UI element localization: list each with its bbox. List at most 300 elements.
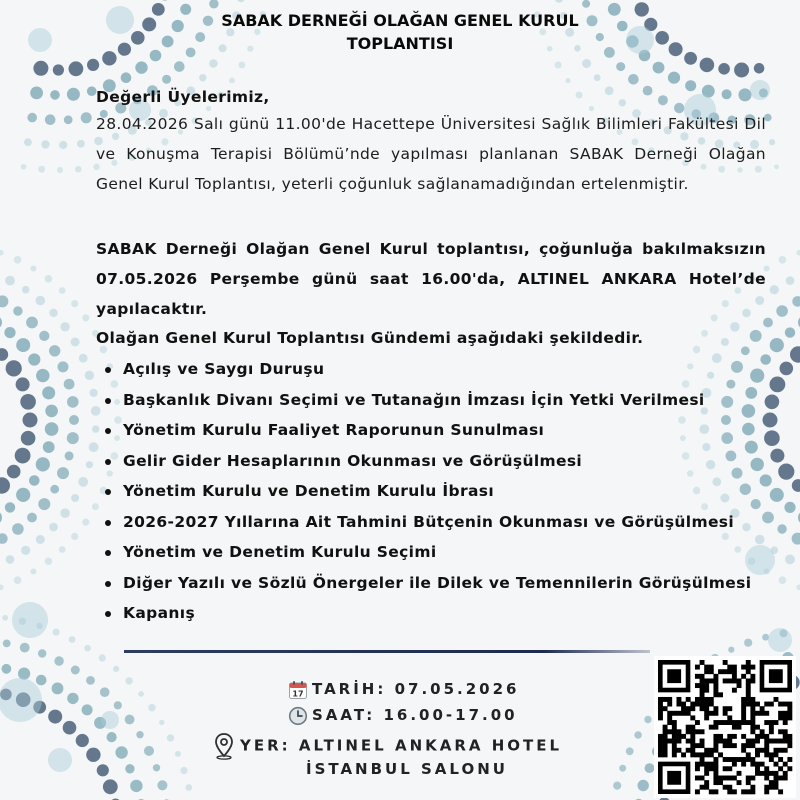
qr-module xyxy=(764,752,769,757)
qr-module xyxy=(760,762,765,767)
qr-module xyxy=(741,757,746,762)
qr-module xyxy=(672,711,677,716)
qr-module xyxy=(746,776,751,781)
qr-module xyxy=(700,729,705,734)
qr-module xyxy=(704,711,709,716)
qr-module xyxy=(727,665,732,670)
qr-module xyxy=(769,720,774,725)
qr-module xyxy=(695,702,700,707)
qr-module xyxy=(787,766,792,771)
qr-module xyxy=(769,669,783,683)
qr-module xyxy=(746,669,751,674)
qr-module xyxy=(783,771,788,776)
location-pin-icon xyxy=(212,732,236,760)
qr-module xyxy=(774,748,779,753)
qr-module xyxy=(750,785,755,790)
qr-module xyxy=(658,702,663,707)
qr-module xyxy=(713,776,718,781)
qr-module xyxy=(750,711,755,716)
qr-module xyxy=(737,678,742,683)
qr-module xyxy=(750,762,755,767)
qr-module xyxy=(713,692,718,697)
qr-module xyxy=(700,743,705,748)
qr-module xyxy=(658,752,663,757)
qr-module xyxy=(723,706,728,711)
qr-module xyxy=(709,789,714,794)
qr-module xyxy=(658,748,663,753)
qr-module xyxy=(704,762,709,767)
qr-module xyxy=(750,678,755,683)
qr-module xyxy=(663,697,668,702)
qr-module xyxy=(741,702,746,707)
qr-module xyxy=(741,674,746,679)
qr-module xyxy=(700,739,705,744)
qr-module xyxy=(769,785,774,790)
qr-module xyxy=(750,720,755,725)
qr-module xyxy=(695,762,700,767)
qr-module xyxy=(667,702,672,707)
qr-module xyxy=(741,734,746,739)
agenda-item: Yönetim Kurulu ve Denetim Kurulu İbrası xyxy=(100,476,751,507)
qr-module xyxy=(718,720,723,725)
qr-module xyxy=(732,743,737,748)
qr-module xyxy=(727,766,732,771)
qr-module xyxy=(718,780,723,785)
qr-module xyxy=(760,711,765,716)
qr-module xyxy=(658,739,663,744)
qr-module xyxy=(676,729,681,734)
qr-module xyxy=(755,771,760,776)
agenda-item: 2026-2027 Yıllarına Ait Tahmini Bütçenin Okunması ve Görüşülmesi xyxy=(100,507,751,538)
qr-module xyxy=(746,678,751,683)
qr-module xyxy=(727,720,732,725)
qr-module xyxy=(713,789,718,794)
qr-module xyxy=(732,734,737,739)
qr-module xyxy=(769,702,774,707)
agenda-list xyxy=(100,354,751,629)
page-title: SABAK DERNEĞİ OLAĞAN GENEL KURUL xyxy=(221,11,579,30)
qr-module xyxy=(690,702,695,707)
qr-module xyxy=(713,734,718,739)
qr-module xyxy=(667,739,672,744)
qr-module xyxy=(709,725,714,730)
qr-module xyxy=(764,702,769,707)
qr-module xyxy=(704,683,709,688)
qr-module xyxy=(764,766,769,771)
qr-module xyxy=(774,762,779,767)
calendar-day: 17 xyxy=(292,689,304,698)
qr-module xyxy=(787,706,792,711)
qr-module xyxy=(750,739,755,744)
qr-module xyxy=(695,729,700,734)
qr-module xyxy=(727,739,732,744)
qr-module xyxy=(769,771,774,776)
qr-module xyxy=(695,766,700,771)
qr-module xyxy=(723,739,728,744)
qr-module xyxy=(732,669,737,674)
qr-module xyxy=(709,752,714,757)
qr-module xyxy=(778,729,783,734)
qr-module xyxy=(732,674,737,679)
qr-module xyxy=(695,697,700,702)
qr-module xyxy=(713,739,718,744)
qr-module xyxy=(732,776,737,781)
qr-module xyxy=(778,776,783,781)
qr-module xyxy=(755,739,760,744)
qr-module xyxy=(769,757,774,762)
qr-module xyxy=(778,789,783,794)
qr-module xyxy=(787,734,792,739)
qr-module xyxy=(700,752,705,757)
qr-module xyxy=(764,739,769,744)
qr-module xyxy=(750,725,755,730)
qr-module xyxy=(755,762,760,767)
qr-module xyxy=(727,757,732,762)
qr-module xyxy=(732,665,737,670)
qr-module xyxy=(750,743,755,748)
qr-module xyxy=(732,789,737,794)
qr-module xyxy=(686,706,691,711)
qr-module xyxy=(737,780,742,785)
qr-module xyxy=(755,711,760,716)
qr-module xyxy=(676,748,681,753)
qr-module xyxy=(769,752,774,757)
qr-module xyxy=(667,729,672,734)
qr-module xyxy=(695,752,700,757)
qr-module xyxy=(778,739,783,744)
qr-module xyxy=(709,669,714,674)
qr-module xyxy=(663,748,668,753)
qr-module xyxy=(746,743,751,748)
qr-module xyxy=(723,678,728,683)
qr-module xyxy=(727,734,732,739)
time-row xyxy=(288,705,518,726)
qr-module xyxy=(718,776,723,781)
agenda-item: Diğer Yazılı ve Sözlü Önergeler ile Dilek ve Temennilerin Görüşülmesi xyxy=(100,568,751,599)
qr-module xyxy=(713,711,718,716)
qr-module xyxy=(769,729,774,734)
qr-module xyxy=(774,752,779,757)
qr-module xyxy=(663,725,668,730)
qr-module xyxy=(741,697,746,702)
greeting: Değerli Üyelerimiz, xyxy=(96,88,270,106)
qr-module xyxy=(681,734,686,739)
qr-module xyxy=(723,669,728,674)
qr-module xyxy=(667,720,672,725)
qr-module xyxy=(764,748,769,753)
qr-module xyxy=(741,720,746,725)
date-row xyxy=(288,679,519,700)
qr-module xyxy=(709,748,714,753)
qr-module xyxy=(741,711,746,716)
qr-module xyxy=(737,720,742,725)
qr-module xyxy=(690,743,695,748)
qr-module xyxy=(727,789,732,794)
qr-module xyxy=(723,757,728,762)
qr-module xyxy=(741,789,746,794)
qr-module xyxy=(700,683,705,688)
qr-module xyxy=(663,734,668,739)
qr-module xyxy=(690,748,695,753)
qr-module xyxy=(709,697,714,702)
qr-module xyxy=(718,692,723,697)
qr-module xyxy=(764,734,769,739)
qr-module xyxy=(690,725,695,730)
qr-module xyxy=(727,785,732,790)
qr-module xyxy=(658,743,663,748)
qr-module xyxy=(672,748,677,753)
qr-module xyxy=(704,748,709,753)
qr-module xyxy=(750,706,755,711)
qr-module xyxy=(690,734,695,739)
qr-module xyxy=(700,706,705,711)
qr-module xyxy=(704,669,709,674)
qr-module xyxy=(718,739,723,744)
qr-module xyxy=(695,743,700,748)
qr-module xyxy=(672,752,677,757)
qr-module xyxy=(667,669,681,683)
qr-module xyxy=(658,711,663,716)
clock-icon xyxy=(288,706,308,726)
qr-module xyxy=(713,757,718,762)
qr-module xyxy=(750,674,755,679)
qr-module xyxy=(750,702,755,707)
qr-module xyxy=(723,785,728,790)
qr-module xyxy=(709,665,714,670)
agenda-item: Gelir Gider Hesaplarının Okunması ve Görüşülmesi xyxy=(100,446,751,477)
qr-module xyxy=(741,743,746,748)
qr-module xyxy=(741,665,746,670)
qr-module xyxy=(778,702,783,707)
qr-module xyxy=(750,697,755,702)
qr-module xyxy=(676,702,681,707)
qr-module xyxy=(700,697,705,702)
qr-module xyxy=(718,669,723,674)
qr-module xyxy=(783,715,788,720)
qr-module xyxy=(755,748,760,753)
agenda-item: Yönetim Kurulu Faaliyet Raporunun Sunulması xyxy=(100,415,751,446)
qr-module xyxy=(746,683,751,688)
qr-module xyxy=(700,702,705,707)
qr-module xyxy=(672,725,677,730)
qr-module xyxy=(676,697,681,702)
qr-module xyxy=(727,715,732,720)
qr-module xyxy=(709,678,714,683)
qr-module xyxy=(746,702,751,707)
meeting-announcement: SABAK Derneği Olağan Genel Kurul toplantısı, çoğunluğa bakılmaksızın 07.05.2026 Perşembe günü saat 16.00'da, ALTINEL ANKARA Hotel’de yapılacaktır. xyxy=(96,240,766,318)
qr-module xyxy=(704,706,709,711)
qr-code[interactable] xyxy=(654,656,796,798)
qr-module xyxy=(672,739,677,744)
qr-module xyxy=(704,752,709,757)
agenda-item: Başkanlık Divanı Seçimi ve Tutanağın İmzası İçin Yetki Verilmesi xyxy=(100,385,751,416)
qr-module xyxy=(686,748,691,753)
qr-module xyxy=(764,785,769,790)
qr-module xyxy=(713,674,718,679)
qr-module xyxy=(690,729,695,734)
qr-module xyxy=(783,776,788,781)
qr-module xyxy=(750,789,755,794)
qr-module xyxy=(764,711,769,716)
qr-module xyxy=(713,748,718,753)
qr-module xyxy=(676,739,681,744)
qr-module xyxy=(755,766,760,771)
qr-module xyxy=(787,743,792,748)
qr-module xyxy=(764,789,769,794)
qr-module xyxy=(778,711,783,716)
qr-module xyxy=(672,729,677,734)
qr-module xyxy=(778,757,783,762)
qr-module xyxy=(713,688,718,693)
qr-module xyxy=(658,697,663,702)
qr-module xyxy=(672,743,677,748)
qr-module xyxy=(737,757,742,762)
qr-module xyxy=(774,720,779,725)
qr-module xyxy=(769,780,774,785)
place-row-2 xyxy=(306,759,508,779)
qr-module xyxy=(774,785,779,790)
qr-module xyxy=(667,711,672,716)
qr-module xyxy=(709,766,714,771)
qr-module xyxy=(750,757,755,762)
qr-module xyxy=(667,771,681,785)
qr-module xyxy=(700,762,705,767)
qr-module xyxy=(681,711,686,716)
qr-module xyxy=(755,725,760,730)
qr-module xyxy=(723,743,728,748)
qr-module xyxy=(723,711,728,716)
qr-module xyxy=(700,678,705,683)
qr-module xyxy=(700,660,705,665)
page-title-line2: TOPLANTISI xyxy=(346,34,454,53)
date-text: TARİH: 07.05.2026 xyxy=(312,680,520,698)
qr-module xyxy=(718,752,723,757)
qr-module xyxy=(713,725,718,730)
qr-module xyxy=(732,720,737,725)
qr-module xyxy=(764,720,769,725)
qr-module xyxy=(732,762,737,767)
qr-module xyxy=(783,702,788,707)
qr-module xyxy=(778,748,783,753)
qr-module xyxy=(732,725,737,730)
time-text: SAAT: 16.00-17.00 xyxy=(312,706,518,724)
qr-module xyxy=(663,743,668,748)
qr-module xyxy=(774,739,779,744)
qr-module xyxy=(760,729,765,734)
qr-module xyxy=(746,757,751,762)
qr-module xyxy=(672,734,677,739)
qr-module xyxy=(764,771,769,776)
qr-module xyxy=(713,743,718,748)
qr-module xyxy=(746,739,751,744)
qr-module xyxy=(787,739,792,744)
qr-module xyxy=(700,692,705,697)
qr-module xyxy=(704,697,709,702)
qr-module xyxy=(695,776,700,781)
qr-module xyxy=(783,711,788,716)
qr-module xyxy=(663,739,668,744)
qr-module xyxy=(787,715,792,720)
qr-module xyxy=(741,706,746,711)
qr-module xyxy=(783,734,788,739)
agenda-heading: Olağan Genel Kurul Toplantısı Gündemi aşağıdaki şekildedir. xyxy=(96,329,644,347)
qr-module xyxy=(709,762,714,767)
qr-module xyxy=(732,757,737,762)
qr-module xyxy=(746,697,751,702)
qr-module xyxy=(727,706,732,711)
qr-module xyxy=(713,766,718,771)
qr-module xyxy=(783,748,788,753)
qr-module xyxy=(681,752,686,757)
qr-module xyxy=(695,720,700,725)
qr-module xyxy=(704,702,709,707)
qr-module xyxy=(695,683,700,688)
qr-module xyxy=(746,688,751,693)
qr-module xyxy=(713,683,718,688)
qr-module xyxy=(746,789,751,794)
qr-module xyxy=(727,678,732,683)
qr-module xyxy=(787,757,792,762)
qr-module xyxy=(727,669,732,674)
qr-module xyxy=(709,702,714,707)
qr-module xyxy=(746,752,751,757)
qr-module xyxy=(774,780,779,785)
qr-module xyxy=(704,688,709,693)
qr-module xyxy=(686,711,691,716)
calendar-icon xyxy=(288,680,308,700)
qr-module xyxy=(732,678,737,683)
qr-module xyxy=(755,734,760,739)
place-hall-text: İSTANBUL SALONU xyxy=(306,760,508,778)
qr-module xyxy=(690,715,695,720)
qr-module xyxy=(690,752,695,757)
qr-module xyxy=(686,739,691,744)
qr-module xyxy=(658,734,663,739)
qr-module xyxy=(783,720,788,725)
qr-module xyxy=(658,715,663,720)
qr-module xyxy=(746,720,751,725)
qr-module xyxy=(774,776,779,781)
qr-module xyxy=(783,762,788,767)
qr-module xyxy=(667,715,672,720)
qr-module xyxy=(787,702,792,707)
qr-module xyxy=(686,697,691,702)
qr-module xyxy=(681,702,686,707)
qr-module xyxy=(695,665,700,670)
qr-module xyxy=(695,789,700,794)
qr-module xyxy=(769,725,774,730)
qr-module xyxy=(750,665,755,670)
qr-module xyxy=(713,762,718,767)
qr-module xyxy=(663,706,668,711)
qr-module xyxy=(783,739,788,744)
qr-module xyxy=(690,739,695,744)
qr-module xyxy=(783,729,788,734)
qr-module xyxy=(718,734,723,739)
qr-module xyxy=(700,785,705,790)
divider xyxy=(124,650,650,653)
qr-module xyxy=(723,776,728,781)
qr-module xyxy=(700,674,705,679)
qr-module xyxy=(663,729,668,734)
qr-module xyxy=(787,711,792,716)
qr-module xyxy=(704,715,709,720)
qr-module xyxy=(676,734,681,739)
qr-module xyxy=(700,757,705,762)
qr-module xyxy=(713,780,718,785)
qr-module xyxy=(755,752,760,757)
qr-module xyxy=(737,683,742,688)
